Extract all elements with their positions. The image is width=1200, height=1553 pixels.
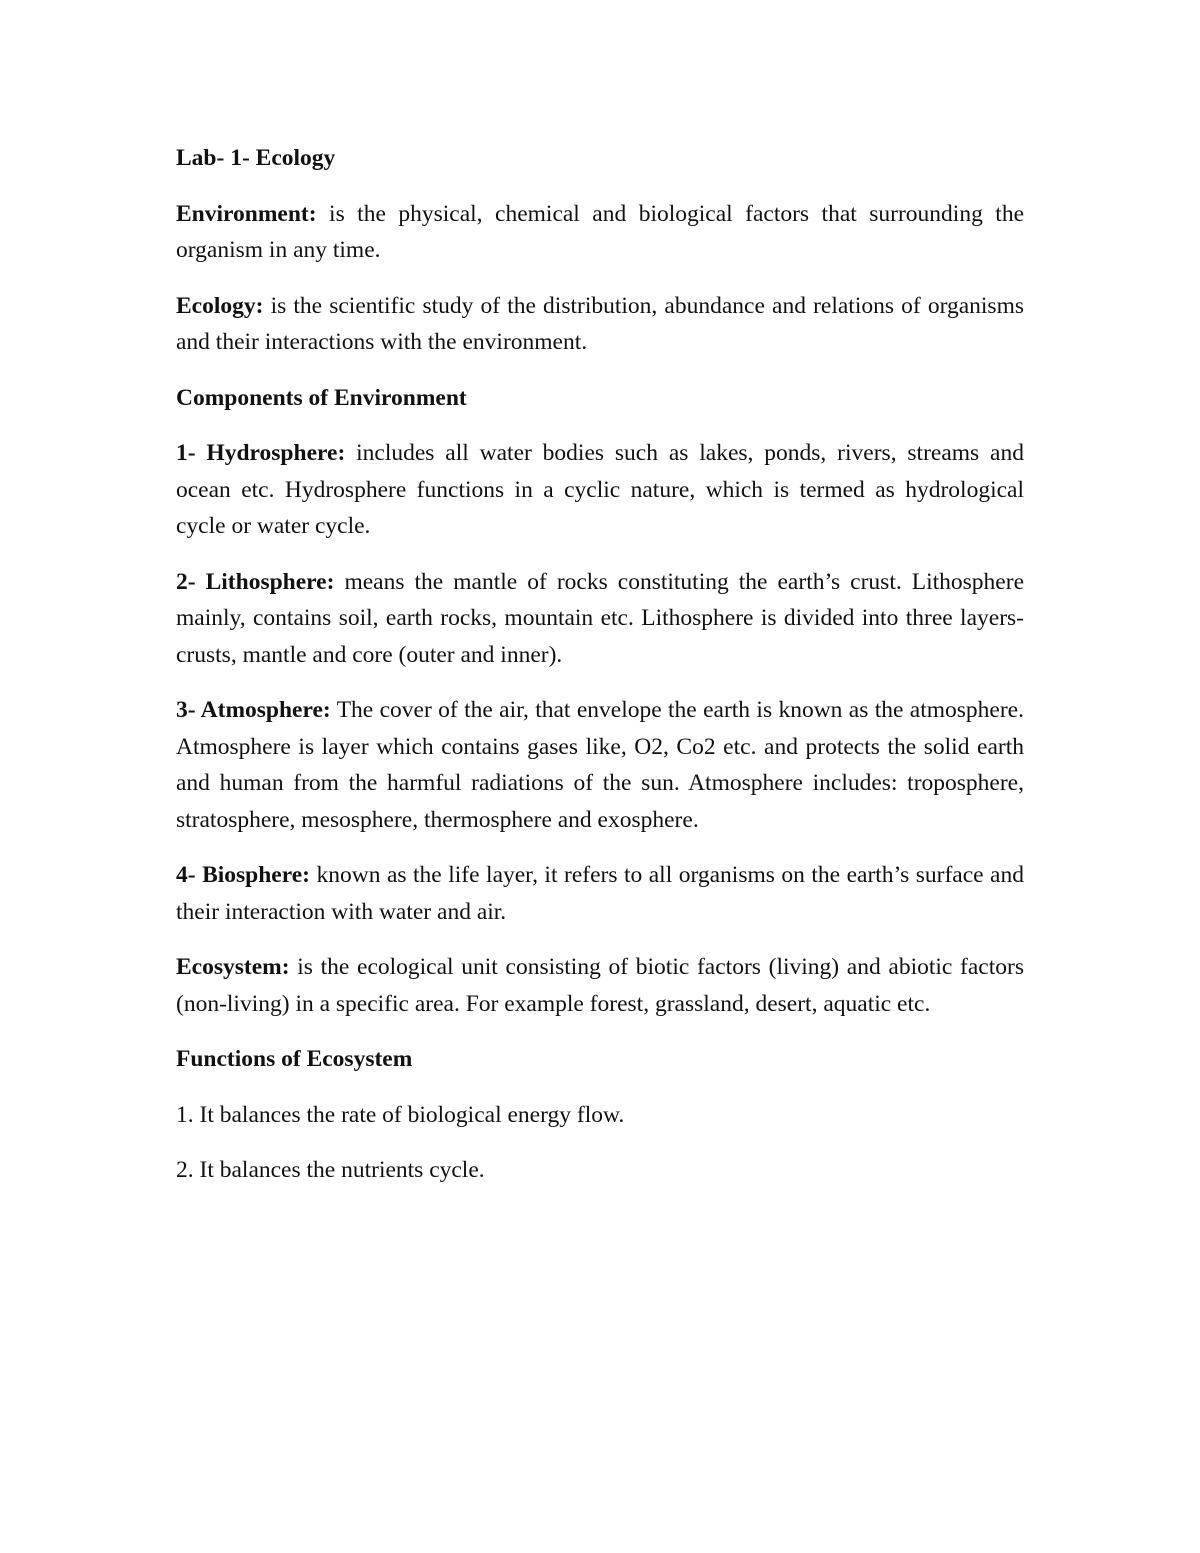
ecosystem-definition: [176, 949, 1024, 1022]
functions-heading: Functions of Ecosystem: [176, 1046, 413, 1072]
component-text: The cover of the air, that envelope the earth is known as the atmosphere. Atmosphere is layer which contains gases like, O2, Co2 etc. and protects the solid earth and human from the harmful radiations of the sun. Atmosphere includes: troposphere, stratosphere, mesosphere, thermosphere and exosphere.: [176, 697, 1024, 833]
environment-text: is the physical, chemical and biological factors that surrounding the organism in any time.: [176, 200, 1024, 263]
component-text: includes all water bodies such as lakes, ponds, rivers, streams and ocean etc. Hydrosphere functions in a cyclic nature, which is termed as hydrological cycle or water cycle.: [176, 440, 1024, 539]
component-hydrosphere: [176, 435, 1024, 545]
document-body: [176, 140, 1024, 1208]
function-item: 2. It balances the nutrients cycle.: [176, 1157, 485, 1183]
environment-term: Environment:: [176, 200, 317, 227]
ecosystem-text: is the ecological unit consisting of biotic factors (living) and abiotic factors (non-living) in a specific area. For example forest, grassland, desert, aquatic etc.: [176, 954, 1024, 1017]
component-text: means the mantle of rocks constituting the earth’s crust. Lithosphere mainly, contains soil, earth rocks, mountain etc. Lithosphere is divided into three layers-crusts, mantle and core (outer and inner).: [176, 568, 1024, 668]
document-title: Lab- 1- Ecology: [176, 145, 336, 171]
ecology-term: Ecology:: [176, 292, 264, 319]
component-text: known as the life layer, it refers to all organisms on the earth’s surface and their interaction with water and air.: [176, 862, 1024, 925]
component-atmosphere: [176, 692, 1024, 838]
ecosystem-term: Ecosystem:: [176, 954, 290, 980]
ecology-definition: [176, 288, 1024, 361]
ecology-text: is the scientific study of the distribution, abundance and relations of organisms and their interactions with the environment.: [176, 292, 1024, 355]
component-term: 1- Hydrosphere:: [176, 440, 346, 466]
component-biosphere: [176, 857, 1024, 930]
component-term: 3- Atmosphere:: [176, 697, 331, 723]
component-lithosphere: [176, 564, 1024, 674]
environment-definition: [176, 196, 1024, 269]
components-heading: Components of Environment: [176, 384, 467, 411]
function-item: 1. It balances the rate of biological energy flow.: [176, 1101, 625, 1128]
component-term: 2- Lithosphere:: [176, 568, 335, 595]
component-term: 4- Biosphere:: [176, 862, 310, 888]
